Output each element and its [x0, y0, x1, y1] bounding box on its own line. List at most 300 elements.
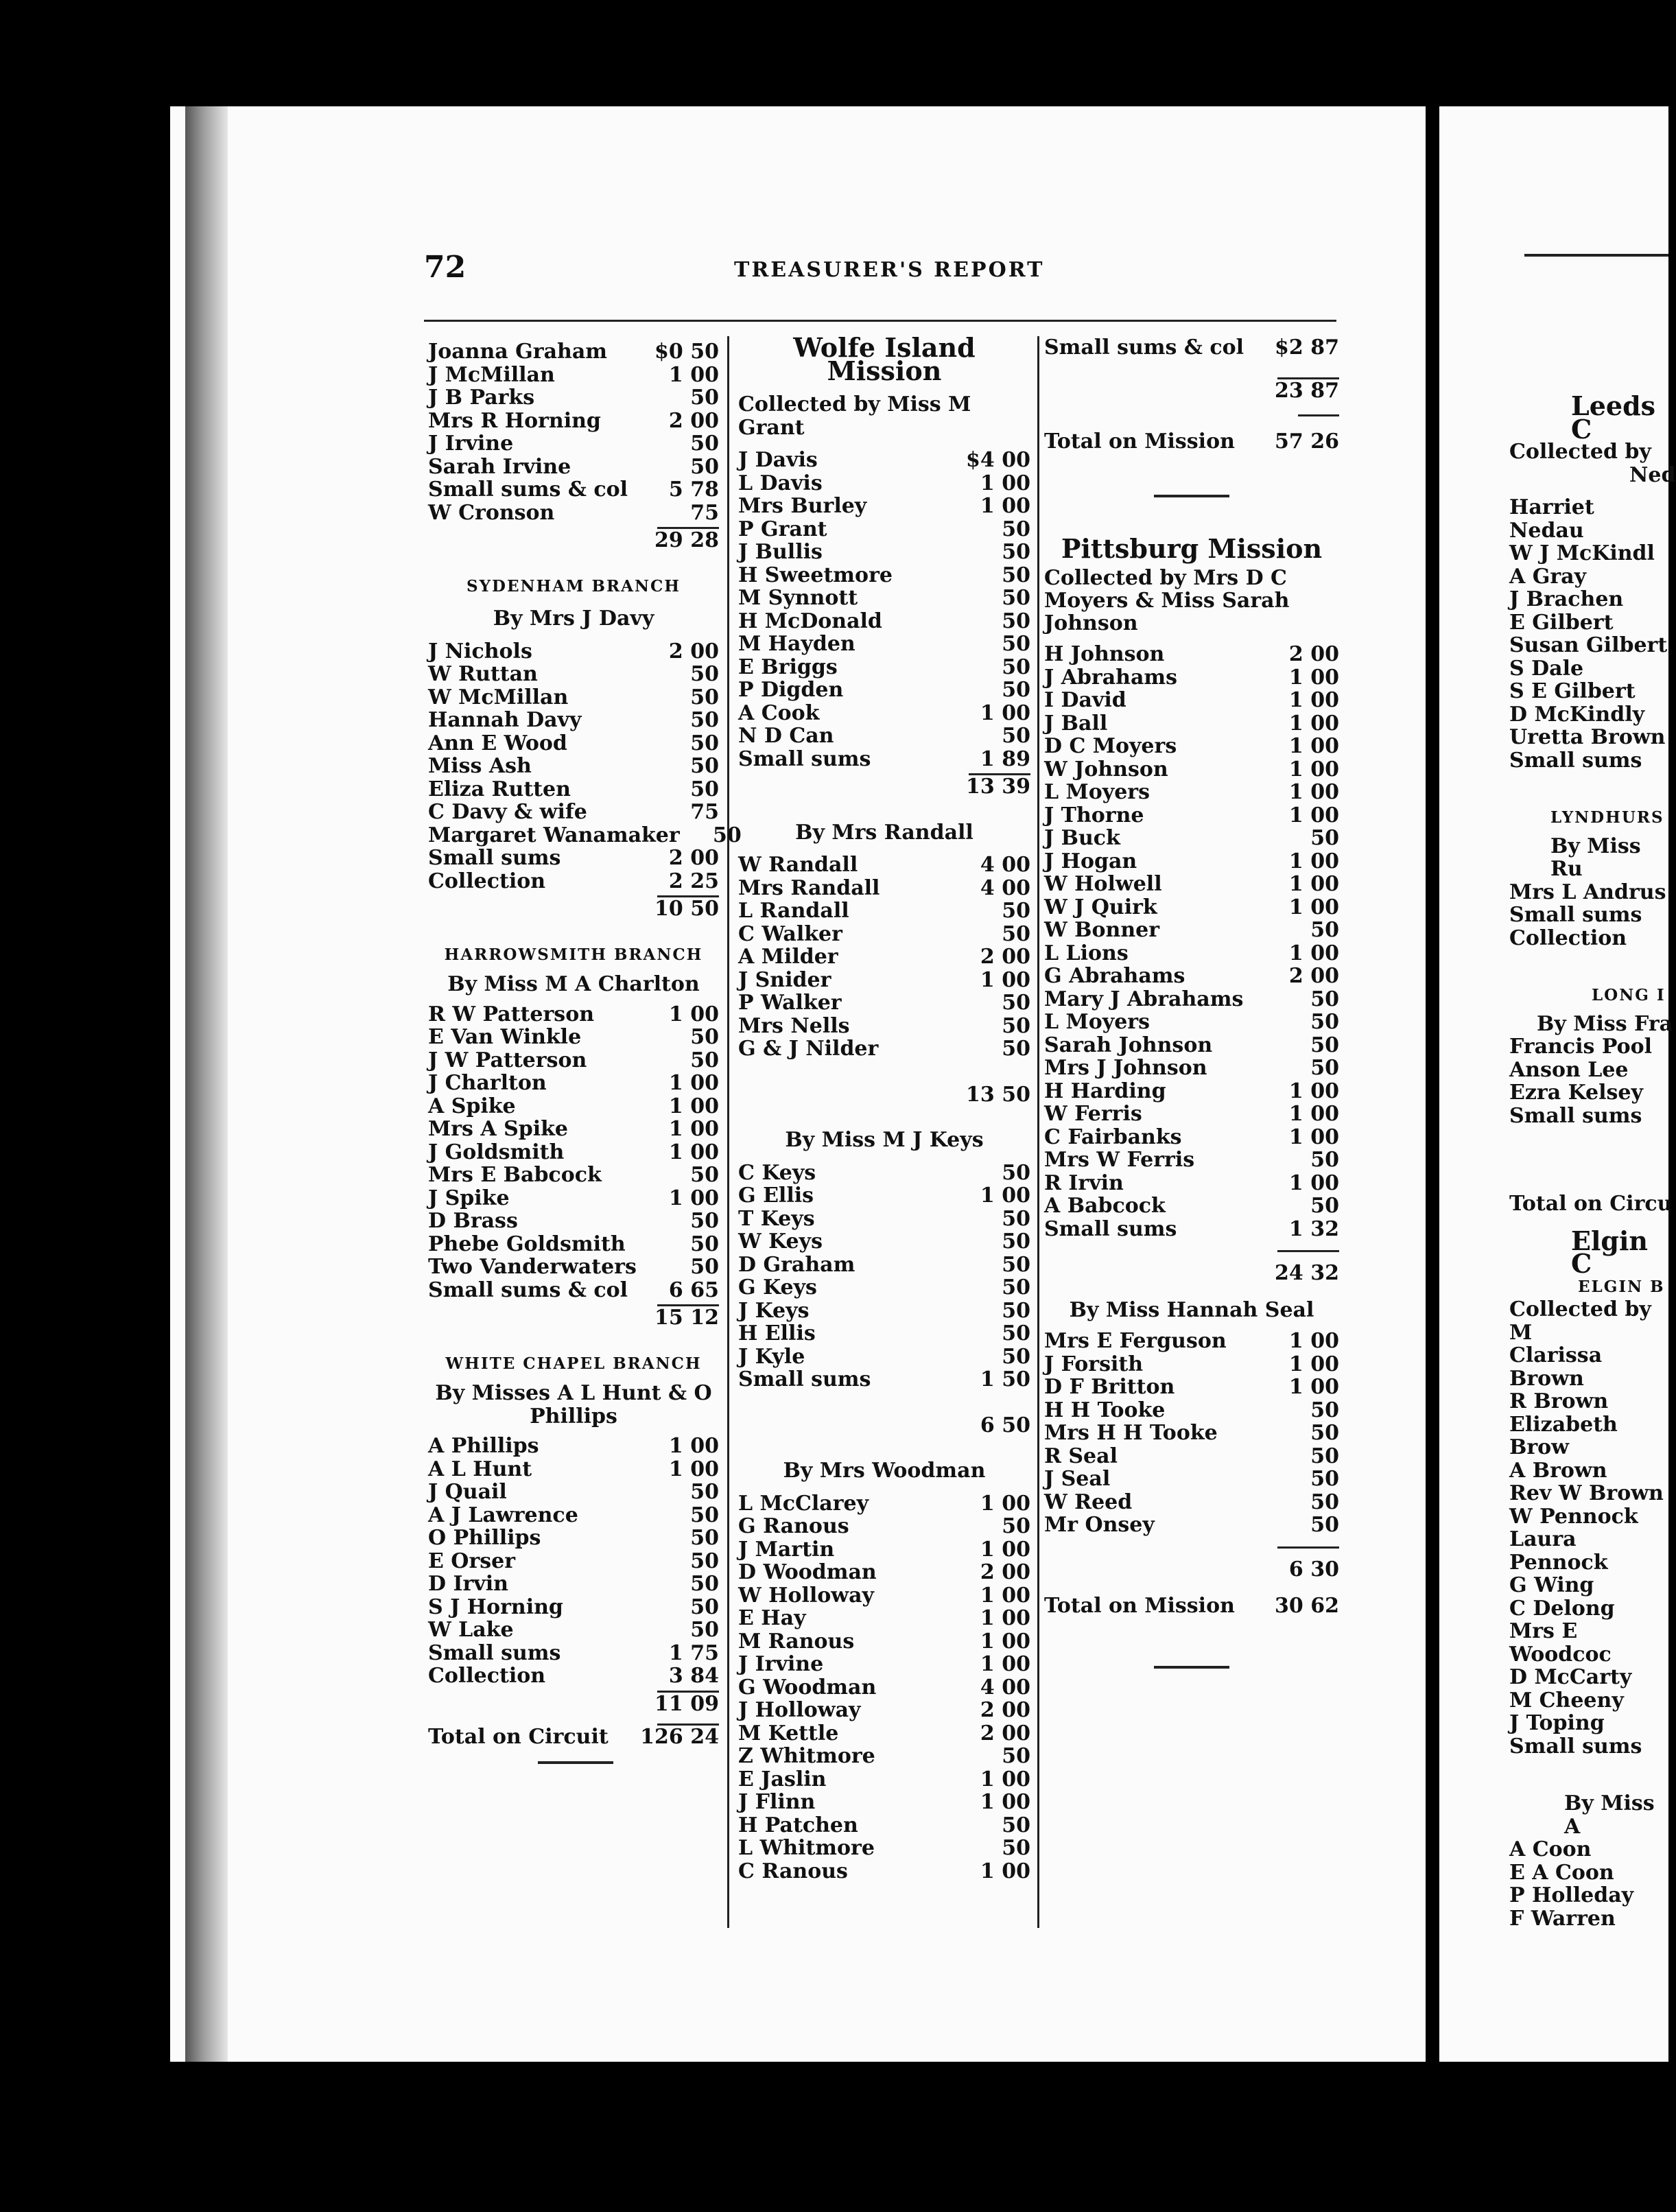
- donation-amount: 1 00: [668, 1140, 719, 1164]
- ledger-row: [738, 1860, 1030, 1883]
- ledger-row: [1044, 919, 1339, 942]
- ledger-row: [1044, 1103, 1339, 1126]
- donor-name: Small sums & col: [428, 478, 628, 502]
- ledger-row: [1044, 1149, 1339, 1172]
- ledger-row: [1044, 1080, 1339, 1103]
- donation-amount: 1 75: [668, 1640, 719, 1665]
- ledger-row: [428, 1527, 719, 1550]
- donor-name: J Nichols: [428, 639, 532, 663]
- ledger-row: [1044, 1126, 1339, 1149]
- donor-name: D Graham: [738, 1252, 855, 1277]
- randall-list: [738, 854, 1030, 1061]
- donation-amount: 3 84: [668, 1664, 719, 1688]
- ledger-row: [738, 1037, 1030, 1061]
- donation-amount: 50: [1002, 1514, 1030, 1538]
- ledger-row: [738, 1538, 1030, 1562]
- ledger-row: [738, 1722, 1030, 1745]
- page-binding-edge: [185, 106, 228, 2062]
- donation-amount: 50: [690, 1572, 719, 1596]
- donation-amount: 1 00: [1288, 1170, 1339, 1195]
- donor-name: H Ellis: [738, 1321, 816, 1345]
- subtotal-row: [1044, 1558, 1339, 1581]
- ledger-row: [1044, 758, 1339, 781]
- donation-amount: 1 00: [980, 1583, 1030, 1608]
- ledger-row: [1044, 896, 1339, 919]
- donor-name: E Briggs: [738, 655, 838, 679]
- donor-name: Hannah Davy: [428, 708, 582, 732]
- donor-name: J Irvine: [428, 432, 514, 456]
- donor-name: J Martin: [738, 1537, 835, 1562]
- donation-amount: 50: [1002, 921, 1030, 946]
- ledger-row: [1044, 988, 1339, 1011]
- subtotal-amount: 29 28: [654, 528, 719, 552]
- ledger-row: [428, 1095, 719, 1118]
- woodman-by: By Mrs Woodman: [783, 1459, 986, 1483]
- donor-name: W Keys: [738, 1229, 823, 1254]
- donation-amount: 2 00: [980, 945, 1030, 969]
- donation-amount: 50: [1002, 1321, 1030, 1345]
- ledger-row: [738, 1345, 1030, 1369]
- donor-name: J Charlton: [428, 1071, 547, 1095]
- ledger-row: [428, 870, 719, 893]
- ledger-row: [738, 877, 1030, 900]
- donor-name: A L Hunt: [428, 1457, 532, 1481]
- ledger-row: [738, 923, 1030, 946]
- ledger-row: [428, 778, 719, 801]
- donor-name: Small sums & col: [1044, 336, 1244, 360]
- ledger-row: [428, 847, 719, 870]
- donor-name: W Holloway: [738, 1583, 874, 1608]
- donor-name: J Quail: [428, 1480, 507, 1504]
- donor-name: Elizabeth Brow: [1509, 1412, 1618, 1459]
- ledger-row: [738, 518, 1030, 541]
- ledger-row: [1044, 689, 1339, 712]
- donor-name: A Cook: [738, 701, 820, 725]
- donor-name: D F Britton: [1044, 1375, 1175, 1399]
- donation-amount: 1 00: [668, 1457, 719, 1481]
- mission2-total-amount: 30 62: [1275, 1594, 1339, 1618]
- donor-name: Clarissa Brown: [1509, 1343, 1603, 1391]
- donation-amount: 50: [1002, 1160, 1030, 1185]
- donor-name: R Irvin: [1044, 1170, 1124, 1195]
- donation-amount: 1 00: [980, 1629, 1030, 1654]
- ledger-row: [428, 456, 719, 479]
- donor-name: E Hay: [738, 1606, 806, 1630]
- donor-name: Uretta Brown: [1509, 725, 1666, 749]
- donor-name: Anson Lee: [1509, 1057, 1629, 1082]
- ledger-row: [428, 1596, 719, 1619]
- donor-name: O Phillips: [428, 1526, 541, 1550]
- subtotal-amount: 6 50: [980, 1413, 1030, 1437]
- donation-amount: 1 00: [1288, 780, 1339, 804]
- ledger-row: [428, 686, 719, 709]
- donor-name: R W Patterson: [428, 1002, 595, 1026]
- ledger-row: [738, 725, 1030, 748]
- right-page-rule: [1524, 254, 1668, 257]
- donor-name: C Ranous: [738, 1859, 848, 1883]
- circuit-total-row: [428, 1726, 719, 1749]
- ledger-row: [428, 1504, 719, 1527]
- ledger-row: [738, 1791, 1030, 1814]
- ledger-row: [428, 755, 719, 778]
- donation-amount: 1 00: [980, 1606, 1030, 1630]
- donation-amount: 1 00: [980, 701, 1030, 725]
- sum-line: [1277, 1546, 1339, 1549]
- donation-amount: 50: [1002, 678, 1030, 702]
- donor-name: E Orser: [428, 1549, 516, 1573]
- subtotal-row: [1044, 1262, 1339, 1285]
- donation-amount: 1 00: [668, 1002, 719, 1026]
- ledger-row: [738, 945, 1030, 969]
- sum-line: [1277, 1250, 1339, 1252]
- donor-name: D Irvin: [428, 1572, 508, 1596]
- ledger-row: [738, 1630, 1030, 1654]
- ledger-row: [738, 610, 1030, 633]
- leeds-names: [1509, 496, 1676, 772]
- donor-name: Small sums: [1509, 903, 1642, 927]
- subtotal-amount: 15 12: [654, 1306, 719, 1330]
- donor-name: Susan Gilbert: [1509, 633, 1668, 657]
- keys-by: By Miss M J Keys: [785, 1128, 984, 1152]
- ledger-row: [738, 1653, 1030, 1676]
- donor-name: J Abrahams: [1044, 665, 1178, 690]
- pittsburg-collected: Collected by Mrs D C Moyers & Miss Sarah Johnson: [1044, 566, 1290, 635]
- donor-name: H H Tooke: [1044, 1398, 1166, 1422]
- ledger-row: [738, 1254, 1030, 1277]
- donor-name: Two Vanderwaters: [428, 1255, 637, 1279]
- donor-name: W Ruttan: [428, 662, 538, 686]
- donation-amount: 1 00: [668, 1071, 719, 1095]
- donor-name: P Holleday: [1509, 1883, 1634, 1907]
- donor-name: R Brown: [1509, 1389, 1609, 1413]
- ledger-row: [738, 679, 1030, 702]
- ledger-row: [1044, 1491, 1339, 1514]
- column-divider-2: [1037, 336, 1039, 1928]
- mission-total-amount: 57 26: [1275, 430, 1339, 454]
- lyndhurst-by: By Miss Ru: [1550, 834, 1641, 881]
- ledger-row: [738, 899, 1030, 923]
- donor-name: H Patchen: [738, 1813, 858, 1837]
- circuit-total-amount: 126 24: [640, 1725, 719, 1749]
- donor-name: A Phillips: [428, 1434, 539, 1458]
- donation-amount: 1 00: [980, 1537, 1030, 1562]
- ledger-row: [428, 1619, 719, 1642]
- donation-amount: 50: [1002, 632, 1030, 656]
- donor-name: J Irvine: [738, 1652, 824, 1676]
- donation-amount: 1 00: [980, 494, 1030, 518]
- ledger-row: [738, 1162, 1030, 1185]
- donor-name: W Randall: [738, 853, 858, 877]
- donation-amount: 1 00: [1288, 895, 1339, 919]
- donation-amount: 50: [1002, 1229, 1030, 1254]
- donor-name: Mrs E Woodcoc: [1509, 1619, 1612, 1667]
- donor-name: W Holwell: [1044, 872, 1162, 896]
- donation-amount: 2 00: [980, 1560, 1030, 1584]
- donation-amount: 50: [1002, 1252, 1030, 1277]
- donor-name: M Ranous: [738, 1629, 855, 1654]
- ledger-row: [428, 1187, 719, 1210]
- donor-name: Mary J Abrahams: [1044, 987, 1244, 1011]
- donor-name: A Gray: [1509, 564, 1587, 589]
- subtotal-amount: 24 32: [1275, 1261, 1339, 1285]
- donor-name: J Hogan: [1044, 849, 1137, 873]
- ledger-row: [428, 1210, 719, 1233]
- column-3: [1044, 336, 1339, 1681]
- donation-amount: $0 50: [654, 340, 719, 364]
- donor-name: J Spike: [428, 1186, 510, 1210]
- ledger-row: [738, 656, 1030, 679]
- donation-amount: 50: [1002, 991, 1030, 1015]
- ledger-row: [1044, 1514, 1339, 1537]
- donor-name: E Gilbert: [1509, 610, 1614, 635]
- mission-total-row: [1044, 430, 1339, 454]
- ledger-row: [1044, 336, 1339, 360]
- ledger-row: [428, 1279, 719, 1302]
- donation-amount: 1 00: [1288, 849, 1339, 873]
- donor-name: Eliza Rutten: [428, 777, 571, 801]
- ledger-row: [738, 564, 1030, 587]
- donor-name: Mrs A Spike: [428, 1117, 568, 1141]
- donor-name: W McMillan: [428, 685, 569, 709]
- donor-name: L Randall: [738, 899, 849, 923]
- donor-name: S J Horning: [428, 1595, 563, 1619]
- donation-amount: 50: [690, 1255, 719, 1279]
- ledger-row: [1044, 1468, 1339, 1491]
- ledger-row: [1044, 942, 1339, 965]
- donor-name: D McKindly: [1509, 702, 1645, 727]
- randall-by: By Mrs Randall: [795, 820, 973, 845]
- ledger-row: [738, 1208, 1030, 1231]
- sydenham-list: [428, 639, 742, 893]
- donor-name: D C Moyers: [1044, 734, 1177, 758]
- subtotal-row: [738, 1083, 1030, 1107]
- ledger-row: [428, 1118, 719, 1141]
- donation-amount: 50: [1310, 1033, 1339, 1057]
- separator-dash: [1154, 495, 1229, 497]
- ledger-row: [428, 410, 719, 433]
- donor-name: P Grant: [738, 517, 827, 541]
- collected-by-cont: Ned: [1629, 462, 1676, 487]
- ledger-row: [428, 663, 719, 686]
- donation-amount: 2 00: [980, 1721, 1030, 1745]
- donation-amount: 50: [690, 662, 719, 686]
- collected-by: Collected by: [1509, 440, 1651, 464]
- donor-name: L Whitmore: [738, 1836, 875, 1860]
- donor-name: Francis Pool: [1509, 1035, 1652, 1059]
- collected-by-grant: Collected by Miss M Grant: [738, 392, 971, 440]
- long-branch-title: LONG I: [1592, 986, 1666, 1004]
- ledger-row: [428, 1550, 719, 1573]
- donation-amount: 50: [690, 777, 719, 801]
- donor-name: W Lake: [428, 1618, 514, 1642]
- donor-name: G Ellis: [738, 1184, 814, 1208]
- donor-name: Mrs Nells: [738, 1013, 850, 1038]
- donor-name: Margaret Wanamaker: [428, 823, 680, 847]
- donation-amount: 75: [690, 500, 719, 525]
- donor-name: M Synnott: [738, 586, 858, 610]
- ledger-row: [1044, 873, 1339, 896]
- donation-amount: 1 00: [980, 1790, 1030, 1814]
- ledger-row: [428, 1072, 719, 1095]
- donation-amount: 50: [690, 432, 719, 456]
- donor-name: W Reed: [1044, 1490, 1133, 1514]
- donor-name: Small sums & col: [428, 1278, 628, 1302]
- donation-amount: 2 00: [668, 639, 719, 663]
- ledger-row: [738, 1837, 1030, 1860]
- ledger-row: [1044, 1330, 1339, 1353]
- ledger-row: [1044, 1011, 1339, 1034]
- donation-amount: 1 00: [668, 362, 719, 387]
- subtotal-amount: 13 39: [966, 775, 1030, 799]
- ledger-row: [738, 472, 1030, 495]
- donor-name: J Brachen: [1509, 587, 1624, 611]
- donor-name: J Toping: [1509, 1711, 1605, 1735]
- donor-name: Collection: [1509, 926, 1627, 950]
- donation-amount: 4 00: [980, 853, 1030, 877]
- donation-amount: 50: [1002, 1813, 1030, 1837]
- separator-dash: [1154, 1666, 1229, 1669]
- elgin-title: Elgin C: [1571, 1225, 1649, 1279]
- donation-amount: 1 00: [1288, 941, 1339, 965]
- donor-name: J Bullis: [738, 540, 823, 564]
- ledger-row: [428, 1049, 719, 1072]
- ledger-row: [738, 1676, 1030, 1699]
- donation-amount: 50: [690, 1503, 719, 1527]
- donor-name: Ann E Wood: [428, 731, 567, 755]
- donation-amount: 1 00: [1288, 711, 1339, 736]
- ledger-row: [428, 502, 719, 525]
- whitechapel-by: By Misses A L Hunt & O Phillips: [435, 1381, 712, 1428]
- donor-name: J B Parks: [428, 386, 535, 410]
- donor-name: Sarah Johnson: [1044, 1033, 1213, 1057]
- donor-name: J McMillan: [428, 362, 555, 387]
- lyndhurst-branch-title: LYNDHURS: [1550, 808, 1664, 827]
- donation-amount: $2 87: [1275, 336, 1339, 360]
- donation-amount: 50: [690, 386, 719, 410]
- donation-amount: 1 50: [980, 1367, 1030, 1391]
- ledger-row: [738, 748, 1030, 771]
- ledger-row: [1044, 1445, 1339, 1468]
- donation-amount: 50: [690, 731, 719, 755]
- donor-name: C Keys: [738, 1160, 816, 1185]
- donation-amount: 50: [1310, 1148, 1339, 1172]
- donation-amount: 1 00: [1288, 1352, 1339, 1376]
- lyndhurst-names: [1509, 881, 1676, 950]
- donor-name: M Hayden: [738, 632, 855, 656]
- donor-name: W J Quirk: [1044, 895, 1157, 919]
- donation-amount: 50: [1002, 586, 1030, 610]
- donation-amount: 50: [690, 1232, 719, 1256]
- ledger-row: [428, 364, 719, 387]
- whitechapel-branch-title: WHITE CHAPEL BRANCH: [445, 1354, 702, 1373]
- ledger-row: [738, 449, 1030, 472]
- donation-amount: 50: [1310, 1490, 1339, 1514]
- ledger-row: [428, 1026, 719, 1049]
- subtotal-amount: 11 09: [654, 1691, 719, 1716]
- donor-name: J Flinn: [738, 1790, 816, 1814]
- donation-amount: 1 00: [1288, 1125, 1339, 1149]
- ledger-row: [738, 702, 1030, 725]
- donor-name: G Woodman: [738, 1675, 877, 1699]
- donation-amount: 2 00: [668, 846, 719, 870]
- ledger-row: [738, 1699, 1030, 1722]
- donor-name: S E Gilbert: [1509, 679, 1636, 703]
- ledger-row: [738, 495, 1030, 518]
- separator-dash: [538, 1761, 613, 1764]
- ledger-row: [428, 709, 719, 732]
- donation-amount: 50: [690, 754, 719, 778]
- right-page-column: [1509, 390, 1676, 1931]
- donor-name: S Dale: [1509, 656, 1584, 681]
- ledger-row: [428, 1664, 719, 1688]
- mission2-total-row: [1044, 1595, 1339, 1618]
- donor-name: J Davis: [738, 448, 818, 472]
- donor-name: Ezra Kelsey: [1509, 1081, 1643, 1105]
- donation-amount: 1 00: [980, 967, 1030, 992]
- donor-name: H Sweetmore: [738, 563, 893, 587]
- donor-name: Mrs E Babcock: [428, 1163, 602, 1187]
- donation-amount: 50: [690, 1618, 719, 1642]
- ledger-row: [738, 854, 1030, 877]
- donor-name: H McDonald: [738, 609, 882, 633]
- donor-name: Mrs L Andrus: [1509, 880, 1666, 904]
- donation-amount: 50: [1002, 1037, 1030, 1061]
- donor-name: G Wing: [1509, 1573, 1594, 1597]
- ledger-row: [428, 640, 719, 663]
- donation-amount: 1 32: [1288, 1216, 1339, 1241]
- ledger-row: [1044, 1034, 1339, 1057]
- elgin-names: [1509, 1344, 1676, 1758]
- sydenham-branch-title: SYDENHAM BRANCH: [466, 576, 681, 596]
- ledger-row: [428, 823, 742, 847]
- donor-name: Small sums: [428, 1640, 561, 1665]
- donor-name: Small sums: [1509, 748, 1642, 773]
- donation-amount: 50: [1310, 1513, 1339, 1537]
- donation-amount: 1 00: [980, 1859, 1030, 1883]
- donation-amount: 50: [1310, 987, 1339, 1011]
- subtotal-row: [1044, 379, 1339, 403]
- donor-name: A Brown: [1509, 1458, 1607, 1483]
- donor-name: Z Whitmore: [738, 1744, 875, 1768]
- donor-name: G Keys: [738, 1275, 817, 1299]
- donor-name: Mrs R Horning: [428, 408, 601, 433]
- donation-amount: 50: [1310, 1194, 1339, 1218]
- column-1: [428, 340, 742, 1776]
- donation-amount: 1 00: [1288, 872, 1339, 896]
- donor-name: I David: [1044, 688, 1126, 712]
- donor-name: L Moyers: [1044, 1010, 1150, 1034]
- donation-amount: 50: [1002, 899, 1030, 923]
- donation-amount: 50: [690, 1526, 719, 1550]
- ledger-row: [738, 633, 1030, 656]
- donation-amount: 50: [1002, 1836, 1030, 1860]
- donor-name: Small sums: [738, 746, 871, 771]
- donation-amount: 50: [690, 1549, 719, 1573]
- grant-list: [738, 449, 1030, 770]
- ledger-row: [738, 1768, 1030, 1791]
- donor-name: E A Coon: [1509, 1860, 1614, 1885]
- donor-name: C Delong: [1509, 1596, 1615, 1621]
- donor-name: P Digden: [738, 678, 844, 702]
- ledger-row: [428, 1481, 719, 1504]
- subtotal-amount: 6 30: [1288, 1557, 1339, 1581]
- donation-amount: 2 00: [980, 1698, 1030, 1722]
- col3-top-list: [1044, 336, 1339, 360]
- donation-amount: 50: [1002, 1744, 1030, 1768]
- ledger-row: [1044, 1057, 1339, 1080]
- subtotal-amount: 13 50: [966, 1082, 1030, 1107]
- ledger-row: [738, 1492, 1030, 1516]
